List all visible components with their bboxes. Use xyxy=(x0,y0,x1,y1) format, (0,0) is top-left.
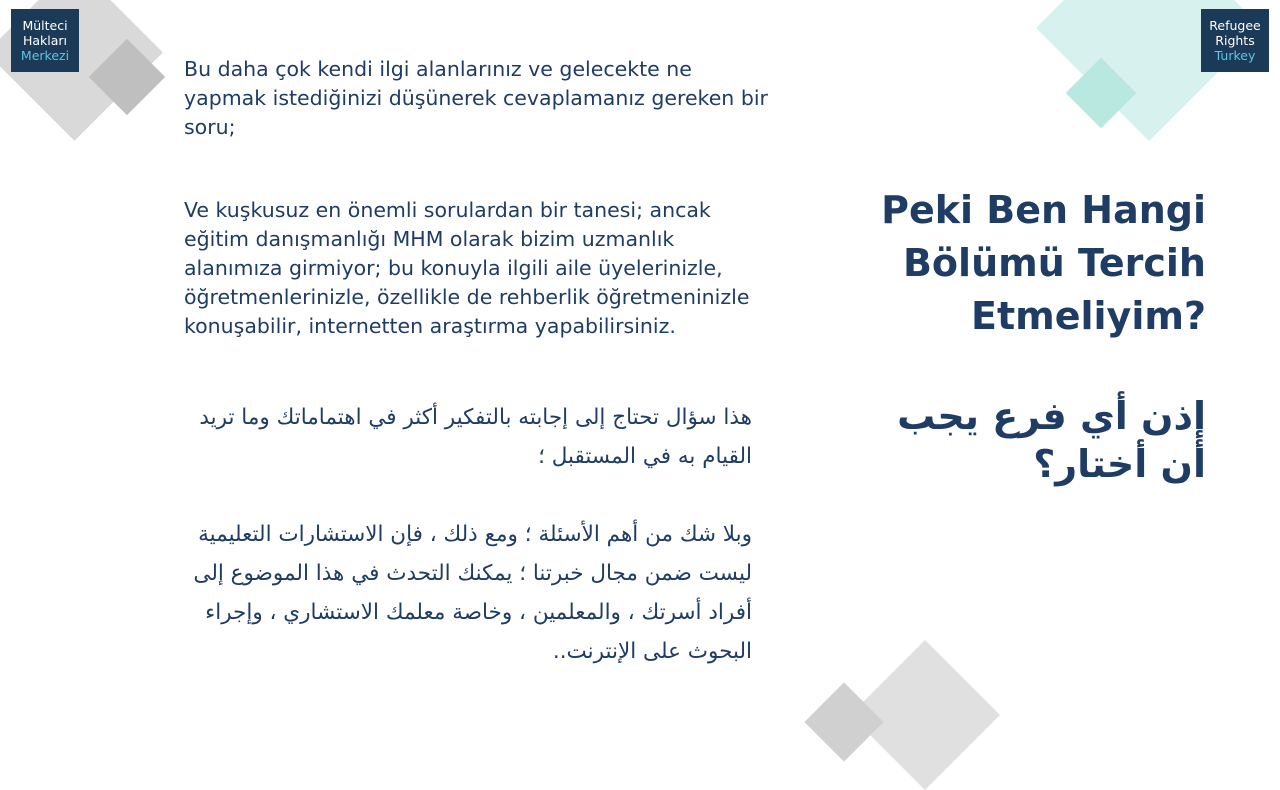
mhm-logo xyxy=(11,9,79,72)
page-title-turkish: Peki Ben Hangi Bölümü Tercih Etmeliyim? xyxy=(881,188,1206,338)
turkish-paragraph-1: Bu daha çok kendi ilgi alanlarınız ve gelecekte ne yapmak istediğinizi düşünerek cevaplamanız gereken bir soru; xyxy=(184,57,768,139)
arabic-paragraph-2: وبلا شك من أهم الأسئلة ؛ ومع ذلك ، فإن الاستشارات التعليمية ليست ضمن مجال خبرتنا ؛ يمكنك التحدث في هذا الموضوع إلى أفراد أسرتك ، والمعلمين ، وخاصة معلمك الاستشاري ، وإجراء البحوث على الإنترنت.. xyxy=(193,522,752,664)
logo-line-1: Refugee xyxy=(1209,18,1261,33)
logo-line-2: Hakları xyxy=(22,33,68,48)
logo-line-1: Mülteci xyxy=(22,18,68,33)
turkish-paragraph-2: Ve kuşkusuz en önemli sorulardan bir tanesi; ancak eğitim danışmanlığı MHM olarak bizim uzmanlık alanımıza girmiyor; bu konuyla ilgili aile üyelerinizle, öğretmenlerinizle, özellikle de rehberlik öğretmeninizle konuşabilir, internetten araştırma yapabilirsiniz. xyxy=(184,198,750,338)
arabic-paragraph-1: هذا سؤال تحتاج إلى إجابته بالتفكير أكثر في اهتماماتك وما تريد القيام به في المستقبل ؛ xyxy=(199,405,752,469)
refugee-rights-turkey-logo xyxy=(1201,9,1269,72)
logo-line-3: Turkey xyxy=(1214,48,1256,63)
page-title-arabic: إذن أي فرع يجب أن أختار؟ xyxy=(897,394,1206,486)
logo-line-3: Merkezi xyxy=(20,48,70,63)
logo-line-2: Rights xyxy=(1215,33,1255,48)
